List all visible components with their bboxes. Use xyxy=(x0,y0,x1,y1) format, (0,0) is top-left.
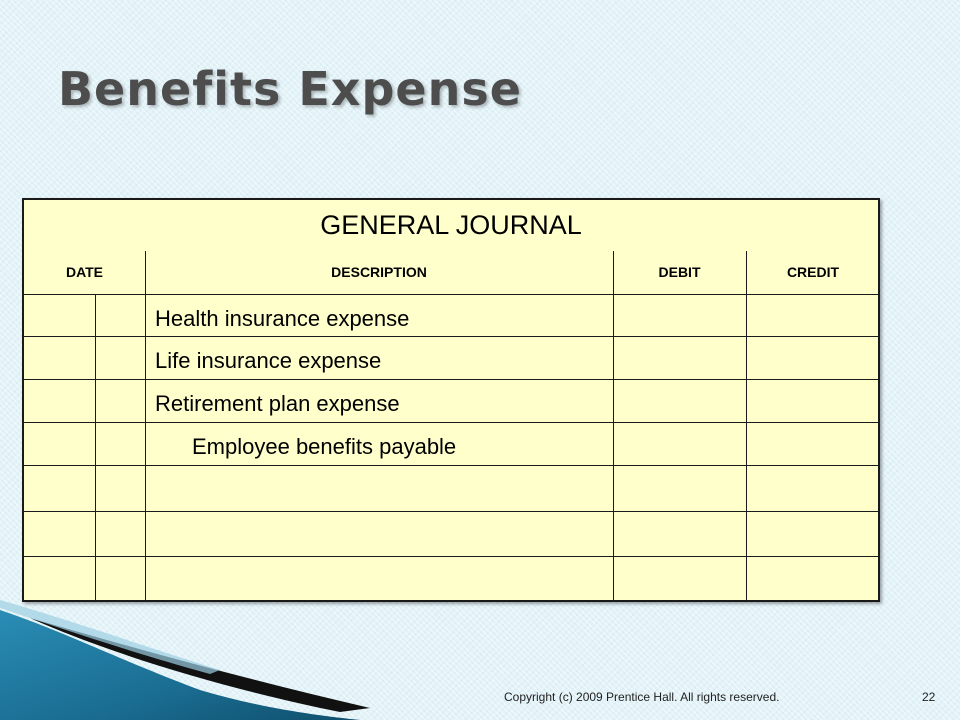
column-header-credit: CREDIT xyxy=(786,264,840,280)
description-column-divider xyxy=(613,251,614,602)
journal-row-description: Health insurance expense xyxy=(155,306,410,331)
column-header-debit: DEBIT xyxy=(658,264,701,280)
date-subcolumn-divider xyxy=(95,294,96,602)
header-rule xyxy=(24,294,878,295)
column-header-date: DATE xyxy=(65,264,104,280)
row-rule xyxy=(24,511,878,512)
copyright-notice: Copyright (c) 2009 Prentice Hall. All rights reserved. xyxy=(504,690,780,704)
page-number: 22 xyxy=(922,690,936,704)
debit-column-divider xyxy=(746,251,747,602)
slide-title: Benefits Expense xyxy=(58,62,522,116)
journal-row-description: Employee benefits payable xyxy=(192,434,457,459)
row-rule xyxy=(24,465,878,466)
row-rule xyxy=(24,422,878,423)
journal-row-description: Life insurance expense xyxy=(155,348,382,373)
general-journal-table xyxy=(22,198,880,602)
journal-row-description: Retirement plan expense xyxy=(155,391,400,416)
decorative-swoosh xyxy=(0,600,420,720)
row-rule xyxy=(24,379,878,380)
row-rule xyxy=(24,556,878,557)
row-rule xyxy=(24,336,878,337)
date-column-divider xyxy=(145,251,146,602)
journal-heading: GENERAL JOURNAL xyxy=(320,210,582,240)
column-header-description: DESCRIPTION xyxy=(331,264,427,280)
